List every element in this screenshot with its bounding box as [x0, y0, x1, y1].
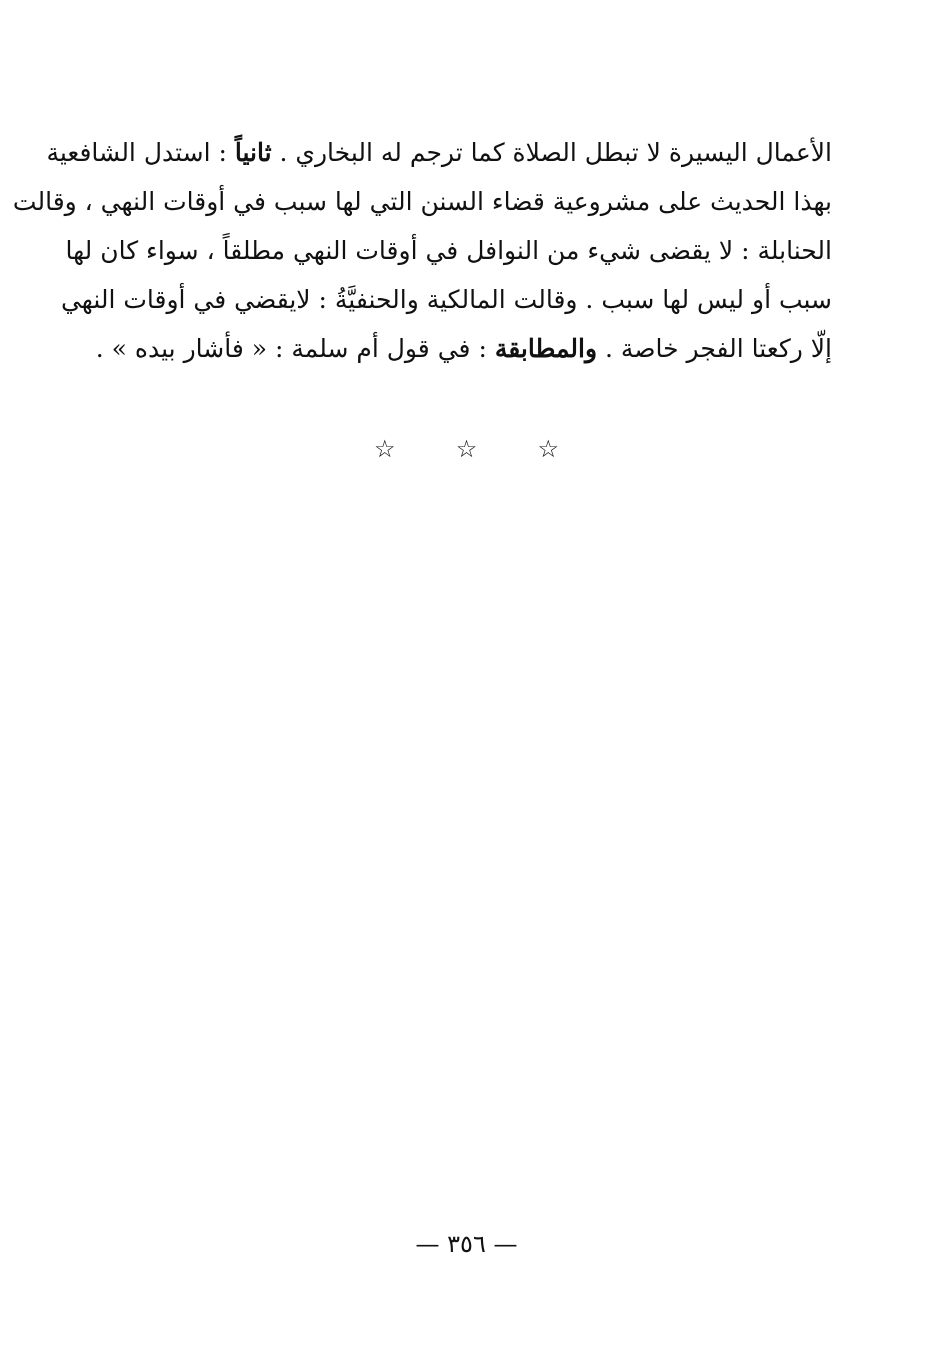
text-run: : استدل الشافعية: [46, 138, 235, 167]
text-run: سبب أو ليس لها سبب . وقالت المالكية والحنفيَّةُ : لايقضي في أوقات النهي: [60, 285, 832, 314]
text-line-3: [65, 226, 832, 275]
text-line-1: [46, 128, 832, 177]
page-number: — ٣٥٦ —: [415, 1230, 518, 1258]
text-line-4: [60, 275, 832, 324]
body-text: [12, 128, 832, 373]
bold-term-mutabaqa: والمطابقة: [494, 334, 598, 363]
section-separator: [0, 434, 933, 464]
text-run: إلّا ركعتا الفجر خاصة .: [597, 334, 832, 363]
text-run: بهذا الحديث على مشروعية قضاء السنن التي لها سبب في أوقات النهي ، وقالت: [12, 187, 832, 216]
text-run: : في قول أم سلمة : « فأشار بيده » .: [95, 334, 495, 363]
text-line-2: [12, 177, 832, 226]
star-icon: ☆: [373, 435, 396, 463]
star-icon: ☆: [537, 435, 560, 463]
bold-term-thaniyan: ثانياً: [234, 138, 272, 167]
text-run: الحنابلة : لا يقضى شيء من النوافل في أوقات النهي مطلقاً ، سواء كان لها: [65, 236, 832, 265]
text-line-5: [84, 324, 832, 373]
text-run: الأعمال اليسيرة لا تبطل الصلاة كما ترجم له البخاري .: [271, 138, 832, 167]
star-icon: ☆: [455, 435, 478, 463]
